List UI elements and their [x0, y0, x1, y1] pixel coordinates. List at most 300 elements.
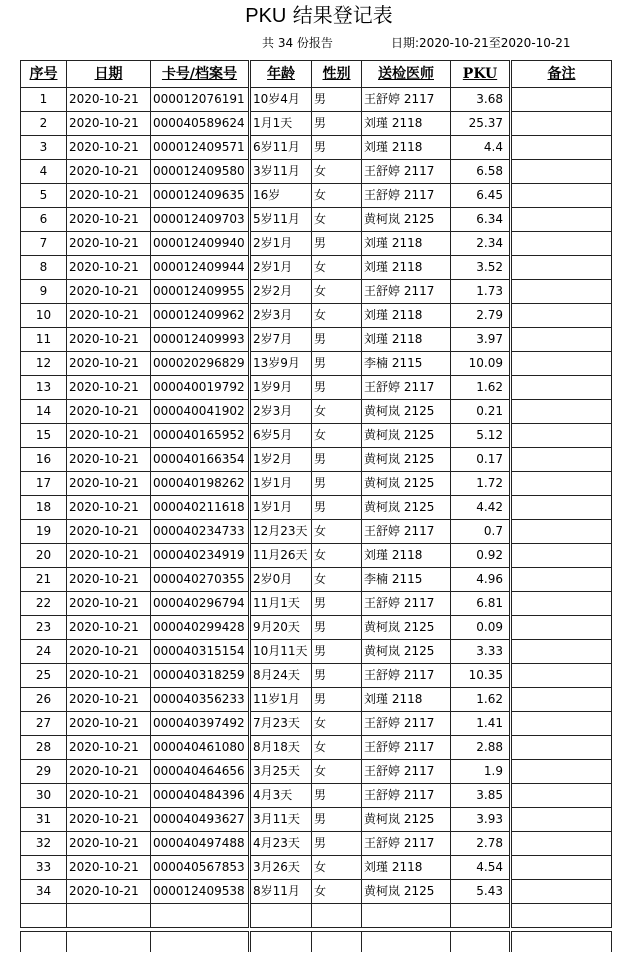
cell-index: 8 [21, 256, 67, 280]
cell-pku: 5.12 [451, 424, 511, 448]
cell-age: 11月1天 [250, 592, 312, 616]
cell-index: 30 [21, 784, 67, 808]
cell-age: 8月18天 [250, 736, 312, 760]
cell-sex: 女 [312, 184, 362, 208]
cell-pku: 4.54 [451, 856, 511, 880]
table-cell [151, 932, 250, 953]
cell-sex: 男 [312, 808, 362, 832]
cell-date: 2020-10-21 [67, 544, 151, 568]
cell-card-number: 000040270355 [151, 568, 250, 592]
table-row [21, 640, 612, 664]
cell-remarks [511, 856, 612, 880]
table-row [21, 184, 612, 208]
cell-card-number: 000012409538 [151, 880, 250, 904]
cell-index: 9 [21, 280, 67, 304]
cell-sex: 男 [312, 688, 362, 712]
cell-doctor: 王舒婷 2117 [362, 736, 451, 760]
table-cell [511, 932, 612, 953]
cell-age: 13岁9月 [250, 352, 312, 376]
cell-date: 2020-10-21 [67, 712, 151, 736]
table-row [21, 760, 612, 784]
cell-sex: 女 [312, 208, 362, 232]
cell-doctor: 黄柯岚 2125 [362, 400, 451, 424]
cell-remarks [511, 112, 612, 136]
blank-row [21, 904, 612, 928]
cell-index: 19 [21, 520, 67, 544]
cell-date: 2020-10-21 [67, 88, 151, 112]
cell-sex: 男 [312, 640, 362, 664]
table-cell [67, 904, 151, 928]
cell-remarks [511, 88, 612, 112]
cell-doctor: 王舒婷 2117 [362, 592, 451, 616]
table-cell [312, 932, 362, 953]
cell-doctor: 王舒婷 2117 [362, 832, 451, 856]
cell-doctor: 黄柯岚 2125 [362, 880, 451, 904]
cell-age: 9月20天 [250, 616, 312, 640]
cell-index: 11 [21, 328, 67, 352]
cell-pku: 1.41 [451, 712, 511, 736]
cell-sex: 女 [312, 400, 362, 424]
cell-remarks [511, 136, 612, 160]
cell-remarks [511, 544, 612, 568]
cell-pku: 4.42 [451, 496, 511, 520]
cell-card-number: 000040019792 [151, 376, 250, 400]
table-cell [21, 904, 67, 928]
cell-card-number: 000012409993 [151, 328, 250, 352]
cell-remarks [511, 496, 612, 520]
table-row [21, 880, 612, 904]
cell-index: 7 [21, 232, 67, 256]
cell-remarks [511, 760, 612, 784]
cell-card-number: 000040318259 [151, 664, 250, 688]
cell-sex: 男 [312, 784, 362, 808]
cell-pku: 6.81 [451, 592, 511, 616]
table-cell [312, 904, 362, 928]
cell-pku: 3.97 [451, 328, 511, 352]
cell-card-number: 000012409703 [151, 208, 250, 232]
cell-date: 2020-10-21 [67, 784, 151, 808]
table-row [21, 304, 612, 328]
cell-pku: 6.58 [451, 160, 511, 184]
cell-index: 6 [21, 208, 67, 232]
cell-pku: 4.96 [451, 568, 511, 592]
table-row [21, 424, 612, 448]
cell-card-number: 000012076191 [151, 88, 250, 112]
cell-doctor: 黄柯岚 2125 [362, 208, 451, 232]
cell-doctor: 王舒婷 2117 [362, 160, 451, 184]
cell-date: 2020-10-21 [67, 160, 151, 184]
cell-card-number: 000040296794 [151, 592, 250, 616]
cell-doctor: 李楠 2115 [362, 352, 451, 376]
cell-sex: 男 [312, 664, 362, 688]
table-row [21, 448, 612, 472]
cell-date: 2020-10-21 [67, 328, 151, 352]
cell-date: 2020-10-21 [67, 688, 151, 712]
cell-pku: 1.9 [451, 760, 511, 784]
cell-index: 4 [21, 160, 67, 184]
table-row [21, 808, 612, 832]
cell-pku: 3.52 [451, 256, 511, 280]
cell-index: 13 [21, 376, 67, 400]
cell-age: 6岁11月 [250, 136, 312, 160]
cell-date: 2020-10-21 [67, 136, 151, 160]
cell-sex: 男 [312, 616, 362, 640]
cell-remarks [511, 328, 612, 352]
cell-pku: 2.79 [451, 304, 511, 328]
cell-pku: 5.43 [451, 880, 511, 904]
cell-sex: 男 [312, 232, 362, 256]
cell-remarks [511, 256, 612, 280]
cell-index: 26 [21, 688, 67, 712]
cell-age: 11岁1月 [250, 688, 312, 712]
cell-remarks [511, 832, 612, 856]
cell-card-number: 000040464656 [151, 760, 250, 784]
cell-remarks [511, 664, 612, 688]
cell-date: 2020-10-21 [67, 376, 151, 400]
cell-date: 2020-10-21 [67, 208, 151, 232]
cell-pku: 3.93 [451, 808, 511, 832]
table-cell [451, 904, 511, 928]
cell-doctor: 刘瑾 2118 [362, 304, 451, 328]
cell-sex: 男 [312, 376, 362, 400]
cell-card-number: 000040493627 [151, 808, 250, 832]
cell-card-number: 000040165952 [151, 424, 250, 448]
cell-age: 1岁1月 [250, 496, 312, 520]
table-header-row [21, 61, 612, 88]
cell-pku: 3.68 [451, 88, 511, 112]
cell-sex: 男 [312, 496, 362, 520]
cell-card-number: 000040166354 [151, 448, 250, 472]
cell-remarks [511, 520, 612, 544]
table-cell [451, 932, 511, 953]
cell-age: 1岁2月 [250, 448, 312, 472]
table-row [21, 688, 612, 712]
cell-remarks [511, 208, 612, 232]
cell-index: 15 [21, 424, 67, 448]
cell-date: 2020-10-21 [67, 232, 151, 256]
cell-sex: 女 [312, 280, 362, 304]
cell-index: 22 [21, 592, 67, 616]
cell-index: 21 [21, 568, 67, 592]
table-row [21, 712, 612, 736]
cell-card-number: 000012409635 [151, 184, 250, 208]
table-row [21, 88, 612, 112]
report-title [0, 2, 638, 29]
cell-doctor: 王舒婷 2117 [362, 184, 451, 208]
table-row [21, 208, 612, 232]
cell-card-number: 000040397492 [151, 712, 250, 736]
cell-date: 2020-10-21 [67, 184, 151, 208]
table-row [21, 496, 612, 520]
table-row [21, 112, 612, 136]
cell-sex: 女 [312, 256, 362, 280]
cell-index: 31 [21, 808, 67, 832]
cell-index: 28 [21, 736, 67, 760]
table-row [21, 544, 612, 568]
cell-doctor: 王舒婷 2117 [362, 280, 451, 304]
table-row [21, 592, 612, 616]
cell-age: 2岁1月 [250, 232, 312, 256]
cell-date: 2020-10-21 [67, 520, 151, 544]
cell-age: 1岁9月 [250, 376, 312, 400]
cell-card-number: 000040315154 [151, 640, 250, 664]
cell-card-number: 000040567853 [151, 856, 250, 880]
cell-date: 2020-10-21 [67, 400, 151, 424]
table-cell [67, 932, 151, 953]
cell-sex: 男 [312, 328, 362, 352]
cell-index: 3 [21, 136, 67, 160]
cell-pku: 1.62 [451, 376, 511, 400]
cell-age: 3月26天 [250, 856, 312, 880]
cell-remarks [511, 568, 612, 592]
cell-age: 4月23天 [250, 832, 312, 856]
cell-age: 2岁1月 [250, 256, 312, 280]
cell-card-number: 000040589624 [151, 112, 250, 136]
table-row [21, 520, 612, 544]
table-row [21, 664, 612, 688]
cell-doctor: 刘瑾 2118 [362, 856, 451, 880]
cell-age: 2岁3月 [250, 400, 312, 424]
cell-date: 2020-10-21 [67, 256, 151, 280]
cell-remarks [511, 880, 612, 904]
table-row [21, 232, 612, 256]
cell-sex: 男 [312, 352, 362, 376]
cell-pku: 1.62 [451, 688, 511, 712]
cell-remarks [511, 304, 612, 328]
cell-pku: 6.45 [451, 184, 511, 208]
cell-index: 34 [21, 880, 67, 904]
report-count: 共 34 份报告 [262, 36, 333, 50]
cell-doctor: 黄柯岚 2125 [362, 424, 451, 448]
cell-date: 2020-10-21 [67, 664, 151, 688]
cell-index: 1 [21, 88, 67, 112]
cell-card-number: 000040234733 [151, 520, 250, 544]
cell-index: 24 [21, 640, 67, 664]
column-header-remarks: 备注 [511, 61, 612, 88]
cell-date: 2020-10-21 [67, 448, 151, 472]
cell-doctor: 黄柯岚 2125 [362, 640, 451, 664]
cell-remarks [511, 184, 612, 208]
cell-remarks [511, 160, 612, 184]
cell-index: 29 [21, 760, 67, 784]
cell-remarks [511, 376, 612, 400]
cell-sex: 女 [312, 760, 362, 784]
cell-pku: 0.09 [451, 616, 511, 640]
cell-pku: 3.85 [451, 784, 511, 808]
cell-remarks [511, 688, 612, 712]
cell-index: 2 [21, 112, 67, 136]
cell-date: 2020-10-21 [67, 592, 151, 616]
cell-card-number: 000020296829 [151, 352, 250, 376]
cell-age: 3岁11月 [250, 160, 312, 184]
table-body [21, 88, 612, 928]
cell-date: 2020-10-21 [67, 352, 151, 376]
table-row [21, 832, 612, 856]
cell-doctor: 刘瑾 2118 [362, 136, 451, 160]
table-cell [362, 932, 451, 953]
cell-date: 2020-10-21 [67, 496, 151, 520]
cell-card-number: 000012409955 [151, 280, 250, 304]
cell-sex: 男 [312, 832, 362, 856]
column-header-pku: PKU [451, 61, 511, 88]
cell-doctor: 王舒婷 2117 [362, 376, 451, 400]
cell-card-number: 000040198262 [151, 472, 250, 496]
report-title-main: 结果登记表 [286, 3, 393, 27]
cell-age: 10岁4月 [250, 88, 312, 112]
table-row [21, 256, 612, 280]
cell-age: 6岁5月 [250, 424, 312, 448]
cell-remarks [511, 352, 612, 376]
cell-sex: 女 [312, 712, 362, 736]
cell-card-number: 000012409940 [151, 232, 250, 256]
cell-doctor: 黄柯岚 2125 [362, 448, 451, 472]
cell-sex: 男 [312, 592, 362, 616]
cell-index: 14 [21, 400, 67, 424]
cell-remarks [511, 448, 612, 472]
cell-index: 17 [21, 472, 67, 496]
cell-pku: 3.33 [451, 640, 511, 664]
cell-pku: 10.35 [451, 664, 511, 688]
cell-date: 2020-10-21 [67, 472, 151, 496]
cell-pku: 25.37 [451, 112, 511, 136]
cell-sex: 男 [312, 136, 362, 160]
cell-doctor: 黄柯岚 2125 [362, 472, 451, 496]
cell-doctor: 王舒婷 2117 [362, 784, 451, 808]
column-header-doctor: 送检医师 [362, 61, 451, 88]
cell-doctor: 刘瑾 2118 [362, 688, 451, 712]
column-header-card-number: 卡号/档案号 [151, 61, 250, 88]
table-row [21, 376, 612, 400]
table-cell [151, 904, 250, 928]
cell-remarks [511, 784, 612, 808]
table-row [21, 352, 612, 376]
cell-doctor: 黄柯岚 2125 [362, 808, 451, 832]
cell-index: 20 [21, 544, 67, 568]
cell-doctor: 刘瑾 2118 [362, 328, 451, 352]
continuation-row [21, 932, 612, 953]
cell-date: 2020-10-21 [67, 568, 151, 592]
cell-sex: 男 [312, 112, 362, 136]
cell-sex: 女 [312, 160, 362, 184]
cell-index: 23 [21, 616, 67, 640]
cell-pku: 1.72 [451, 472, 511, 496]
cell-remarks [511, 736, 612, 760]
table-cell [21, 932, 67, 953]
cell-age: 11月26天 [250, 544, 312, 568]
table-row [21, 400, 612, 424]
cell-remarks [511, 400, 612, 424]
cell-card-number: 000040484396 [151, 784, 250, 808]
cell-date: 2020-10-21 [67, 760, 151, 784]
cell-doctor: 王舒婷 2117 [362, 760, 451, 784]
cell-doctor: 黄柯岚 2125 [362, 616, 451, 640]
cell-date: 2020-10-21 [67, 280, 151, 304]
cell-card-number: 000012409944 [151, 256, 250, 280]
cell-age: 5岁11月 [250, 208, 312, 232]
table-row [21, 784, 612, 808]
cell-age: 8岁11月 [250, 880, 312, 904]
cell-doctor: 李楠 2115 [362, 568, 451, 592]
cell-index: 10 [21, 304, 67, 328]
cell-card-number: 000040461080 [151, 736, 250, 760]
cell-index: 18 [21, 496, 67, 520]
cell-age: 2岁0月 [250, 568, 312, 592]
cell-index: 12 [21, 352, 67, 376]
cell-remarks [511, 592, 612, 616]
report-title-prefix: PKU [245, 5, 287, 27]
table-row [21, 136, 612, 160]
cell-sex: 男 [312, 472, 362, 496]
table-cell [511, 904, 612, 928]
cell-age: 4月3天 [250, 784, 312, 808]
cell-pku: 0.92 [451, 544, 511, 568]
cell-date: 2020-10-21 [67, 808, 151, 832]
cell-age: 7月23天 [250, 712, 312, 736]
column-header-index: 序号 [21, 61, 67, 88]
cell-doctor: 王舒婷 2117 [362, 664, 451, 688]
column-header-age: 年龄 [250, 61, 312, 88]
cell-age: 10月11天 [250, 640, 312, 664]
cell-card-number: 000040211618 [151, 496, 250, 520]
table-cell [362, 904, 451, 928]
report-date-range: 日期:2020-10-21至2020-10-21 [391, 36, 571, 50]
cell-age: 8月24天 [250, 664, 312, 688]
cell-age: 12月23天 [250, 520, 312, 544]
cell-index: 5 [21, 184, 67, 208]
table-row [21, 328, 612, 352]
cell-date: 2020-10-21 [67, 424, 151, 448]
cell-date: 2020-10-21 [67, 880, 151, 904]
cell-sex: 女 [312, 544, 362, 568]
table-row [21, 568, 612, 592]
cell-pku: 6.34 [451, 208, 511, 232]
cell-card-number: 000012409962 [151, 304, 250, 328]
cell-remarks [511, 712, 612, 736]
cell-remarks [511, 616, 612, 640]
cell-sex: 女 [312, 304, 362, 328]
cell-card-number: 000012409580 [151, 160, 250, 184]
cell-index: 16 [21, 448, 67, 472]
cell-remarks [511, 472, 612, 496]
column-header-sex: 性别 [312, 61, 362, 88]
cell-pku: 2.88 [451, 736, 511, 760]
cell-remarks [511, 424, 612, 448]
cell-sex: 女 [312, 568, 362, 592]
cell-sex: 男 [312, 88, 362, 112]
cell-pku: 2.34 [451, 232, 511, 256]
cell-pku: 10.09 [451, 352, 511, 376]
cell-index: 27 [21, 712, 67, 736]
cell-doctor: 刘瑾 2118 [362, 232, 451, 256]
table-row [21, 472, 612, 496]
cell-card-number: 000040299428 [151, 616, 250, 640]
cell-doctor: 黄柯岚 2125 [362, 496, 451, 520]
cell-age: 2岁7月 [250, 328, 312, 352]
cell-doctor: 王舒婷 2117 [362, 88, 451, 112]
cell-doctor: 王舒婷 2117 [362, 520, 451, 544]
table-cell [250, 932, 312, 953]
cell-pku: 0.7 [451, 520, 511, 544]
cell-pku: 4.4 [451, 136, 511, 160]
cell-doctor: 王舒婷 2117 [362, 712, 451, 736]
cell-doctor: 刘瑾 2118 [362, 112, 451, 136]
cell-age: 16岁 [250, 184, 312, 208]
cell-age: 3月11天 [250, 808, 312, 832]
cell-doctor: 刘瑾 2118 [362, 256, 451, 280]
cell-card-number: 000040234919 [151, 544, 250, 568]
cell-age: 2岁3月 [250, 304, 312, 328]
cell-sex: 女 [312, 736, 362, 760]
